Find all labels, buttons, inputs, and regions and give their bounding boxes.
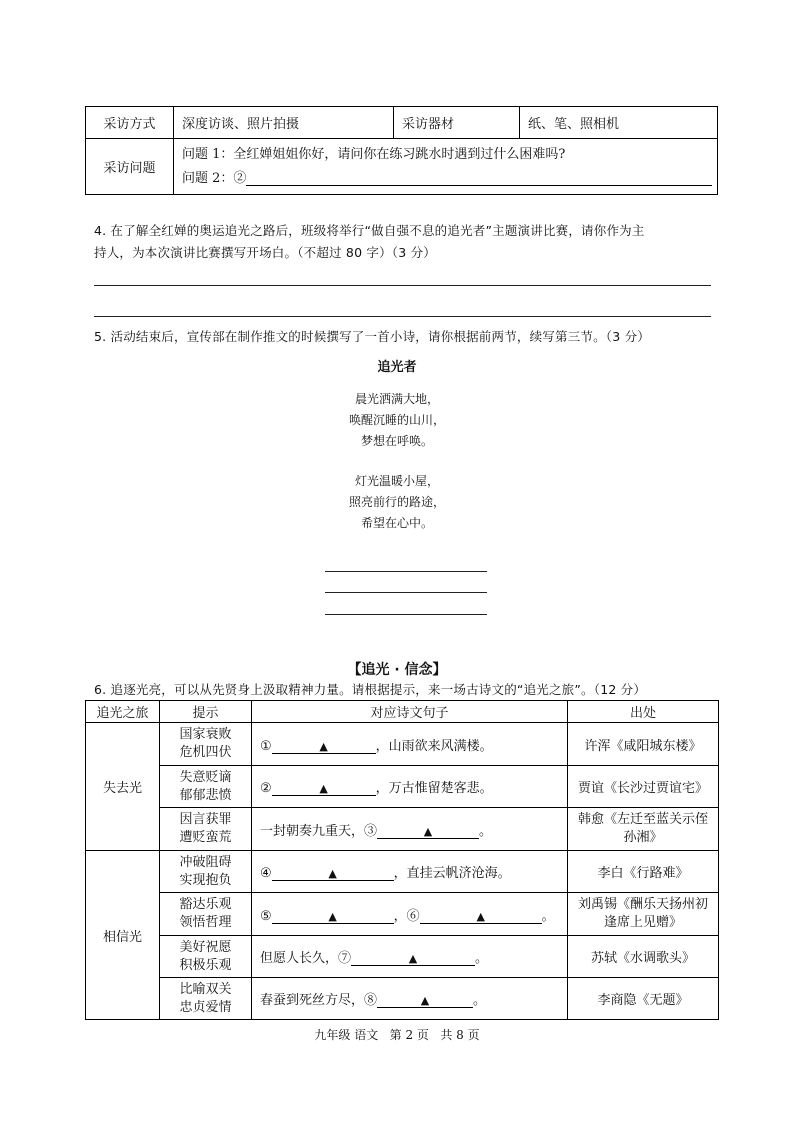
sentence-cell (252, 936, 568, 978)
hint-cell (160, 893, 252, 936)
sentence-suffix: 。 (541, 908, 555, 924)
blank-2[interactable] (272, 781, 376, 796)
source-cell (568, 893, 719, 936)
sentence-suffix: 。 (475, 951, 489, 966)
sentence-cell (252, 851, 568, 893)
interview-table (85, 106, 718, 195)
poem-stanza-1 (0, 389, 794, 452)
source-cell: 苏轼《水调歌头》 (568, 936, 719, 978)
equipment-value: 纸、笔、照相机 (520, 107, 718, 139)
blank-5[interactable] (272, 909, 394, 924)
blank-3[interactable] (377, 824, 479, 839)
blank-4[interactable] (272, 866, 394, 881)
hint-line: 遭贬蛮荒 (179, 830, 232, 845)
hint-cell (160, 766, 252, 808)
question-4-line2: 持人，为本次演讲比赛撰写开场白。（不超过 80 字）（3 分） (94, 245, 436, 260)
hint-line: 领悟哲理 (179, 915, 232, 930)
method-label: 采访方式 (86, 107, 174, 139)
source-cell: 贾谊《长沙过贾谊宅》 (568, 766, 719, 808)
triangle-icon: ▲ (423, 824, 433, 838)
sentence-suffix: ，直挂云帆济沧海。 (393, 866, 511, 881)
triangle-icon: ▲ (319, 739, 328, 753)
answer-line-q4-2[interactable] (94, 316, 711, 317)
sentence-cell (252, 808, 568, 851)
sentence-suffix: ，山雨欲来风满楼。 (375, 738, 493, 754)
poetry-table (85, 700, 719, 1020)
hint-cell (160, 808, 252, 851)
source-cell: 李商隐《无题》 (568, 978, 719, 1020)
header-hint: 提示 (160, 701, 252, 723)
sentence-cell (252, 893, 568, 936)
header-journey: 追光之旅 (86, 701, 160, 723)
blank-7[interactable] (351, 951, 475, 966)
source-line: 孙湘》 (623, 830, 663, 845)
group-believe-light: 相信光 (86, 851, 160, 1020)
sentence-suffix: ，万古惟留楚客悲。 (375, 781, 493, 796)
sentence-cell (252, 766, 568, 808)
poem-answer-line-1[interactable] (325, 571, 487, 572)
source-line: 刘禹锡《酬乐天扬州初 (577, 897, 708, 912)
equipment-label: 采访器材 (394, 107, 520, 139)
poem-stanza-2 (0, 471, 794, 534)
hint-line: 因言获罪 (179, 812, 232, 827)
question-2-answer-line[interactable] (246, 167, 712, 186)
triangle-icon: ▲ (319, 782, 328, 795)
sentence-prefix: ① (260, 738, 272, 754)
question-2-row (182, 167, 717, 191)
question-4 (94, 220, 734, 264)
hint-line: 郁郁悲愤 (179, 787, 232, 803)
poem-line: 希望在心中。 (360, 516, 433, 530)
hint-line: 实现抱负 (179, 872, 232, 888)
blank-1[interactable] (272, 739, 376, 754)
sentence-prefix: 但愿人长久，⑦ (260, 951, 352, 966)
source-line: 韩愈《左迁至蓝关示侄 (577, 812, 708, 827)
question-5: 5. 活动结束后，宣传部在制作推文的时候撰写了一首小诗，请你根据前两节，续写第三节。（3 分） (94, 329, 650, 344)
question-6: 6. 追逐光亮，可以从先贤身上汲取精神力量。请根据提示，来一场古诗文的“追光之旅”。（12 分） (94, 682, 647, 697)
sentence-prefix: ④ (260, 866, 272, 881)
hint-line: 豁达乐观 (179, 897, 232, 912)
answer-line-q4-1[interactable] (94, 285, 711, 286)
poem-line: 照亮前行的路途， (348, 495, 445, 509)
sentence-prefix: ⑤ (260, 908, 272, 924)
sentence-suffix: 。 (473, 993, 487, 1008)
hint-cell (160, 851, 252, 893)
method-value: 深度访谈、照片拍摄 (174, 107, 394, 139)
sentence-cell (252, 723, 568, 766)
source-line: 逢席上见赠》 (603, 915, 682, 930)
hint-line: 危机四伏 (179, 745, 232, 760)
triangle-icon: ▲ (408, 952, 418, 965)
blank-6[interactable] (420, 909, 542, 924)
poem-answer-line-3[interactable] (325, 614, 487, 615)
hint-line: 积极乐观 (179, 957, 232, 973)
poem-line: 梦想在呼唤。 (360, 434, 433, 448)
source-cell: 许浑《咸阳城东楼》 (568, 723, 719, 766)
question-1: 问题 1：全红婵姐姐你好，请问你在练习跳水时遇到过什么困难吗? (182, 146, 566, 162)
poem-line: 晨光洒满大地， (354, 392, 439, 406)
blank-8[interactable] (377, 993, 473, 1008)
sentence-middle: ，⑥ (393, 908, 420, 924)
page-footer: 九年级 语文 第 2 页 共 8 页 (314, 1028, 480, 1042)
header-sentence: 对应诗文句子 (252, 701, 568, 723)
poem-answer-line-2[interactable] (325, 592, 487, 593)
triangle-icon: ▲ (328, 909, 337, 923)
header-source: 出处 (568, 701, 719, 723)
triangle-icon: ▲ (328, 867, 337, 880)
sentence-suffix: 。 (479, 823, 493, 839)
hint-line: 国家衰败 (179, 727, 232, 742)
poem-title: 追光者 (377, 360, 417, 375)
hint-line: 美好祝愿 (179, 939, 232, 955)
hint-cell (160, 978, 252, 1020)
questions-cell (174, 139, 718, 195)
question-4-line1: 4. 在了解全红婵的奥运追光之路后，班级将举行“做自强不息的追光者”主题演讲比赛，请你作为主 (94, 223, 645, 238)
poem-line: 灯光温暖小屋， (354, 474, 439, 488)
triangle-icon: ▲ (476, 909, 485, 923)
poem-line: 唤醒沉睡的山川， (348, 413, 445, 427)
hint-line: 忠贞爱情 (179, 999, 232, 1015)
hint-line: 冲破阻碍 (179, 854, 232, 870)
sentence-cell (252, 978, 568, 1020)
group-lose-light: 失去光 (86, 723, 160, 851)
section-title: 【追光 · 信念】 (347, 662, 447, 678)
hint-cell (160, 936, 252, 978)
hint-line: 比喻双关 (179, 981, 232, 997)
hint-cell (160, 723, 252, 766)
sentence-prefix: 春蚕到死丝方尽，⑧ (260, 993, 378, 1008)
sentence-prefix: 一封朝奏九重天，③ (260, 823, 378, 839)
questions-label: 采访问题 (86, 139, 174, 195)
source-cell (568, 808, 719, 851)
question-2-prefix: 问题 2：② (182, 170, 247, 186)
source-cell: 李白《行路难》 (568, 851, 719, 893)
triangle-icon: ▲ (420, 994, 430, 1007)
hint-line: 失意贬谪 (179, 769, 232, 785)
sentence-prefix: ② (260, 781, 272, 796)
